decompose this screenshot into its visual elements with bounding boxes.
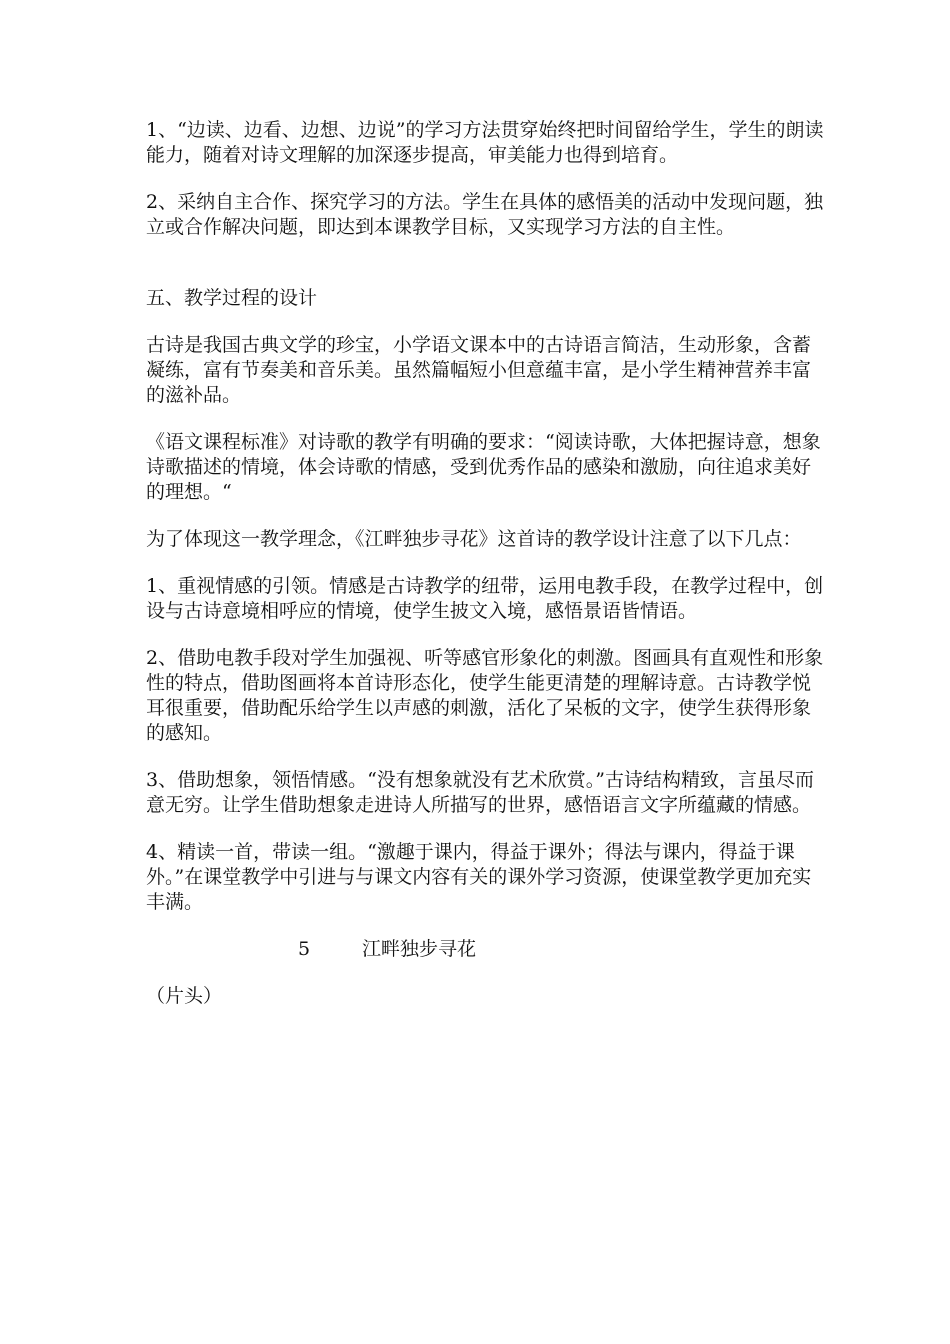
lesson-title [146, 937, 826, 962]
lesson-number: 5 [298, 938, 311, 960]
paragraph-design-points: 为了体现这一教学理念，《江畔独步寻花》这首诗的教学设计注意了以下几点： [146, 528, 802, 550]
section-heading: 五、教学过程的设计 [146, 287, 318, 309]
paragraph-intro: 古诗是我国古典文学的珍宝，小学语文课本中的古诗语言简洁，生动形象，含蓄凝练，富有节奏美和音乐美。虽然篇幅短小但意蕴丰富，是小学生精神营养丰富的滋补品。 [146, 334, 812, 406]
document-page [146, 118, 826, 1031]
paragraph-point-3: 3、借助想象，领悟情感。“没有想象就没有艺术欣赏。”古诗结构精致，言虽尽而意无穷。让学生借助想象走进诗人所描写的世界，感悟语言文字所蕴藏的情感。 [146, 769, 815, 816]
paragraph-method-1: 1、“边读、边看、边想、边说”的学习方法贯穿始终把时间留给学生，学生的朗读能力，随着对诗文理解的加深逐步提高，审美能力也得到培育。 [146, 119, 824, 166]
paragraph-method-2: 2、采纳自主合作、探究学习的方法。学生在具体的感悟美的活动中发现问题，独立或合作解决问题，即达到本课教学目标，又实现学习方法的自主性。 [146, 191, 824, 238]
lesson-name: 江畔独步寻花 [362, 938, 477, 960]
paragraph-standard: 《语文课程标准》对诗歌的教学有明确的要求：“阅读诗歌，大体把握诗意，想象诗歌描述的情境，体会诗歌的情感，受到优秀作品的感染和激励，向往追求美好的理想。“ [146, 431, 821, 503]
clip-label: （片头） [146, 985, 223, 1007]
paragraph-point-1: 1、重视情感的引领。情感是古诗教学的纽带，运用电教手段，在教学过程中，创设与古诗意境相呼应的情境，使学生披文入境，感悟景语皆情语。 [146, 575, 824, 622]
paragraph-point-4: 4、精读一首，带读一组。“激趣于课内，得益于课外；得法与课内，得益于课外。”在课堂教学中引进与与课文内容有关的课外学习资源，使课堂教学更加充实丰满。 [146, 841, 812, 913]
paragraph-point-2: 2、借助电教手段对学生加强视、听等感官形象化的刺激。图画具有直观性和形象性的特点，借助图画将本首诗形态化，使学生能更清楚的理解诗意。古诗教学悦耳很重要，借助配乐给学生以声感的刺激，活化了呆板的文字，使学生获得形象的感知。 [146, 647, 824, 744]
